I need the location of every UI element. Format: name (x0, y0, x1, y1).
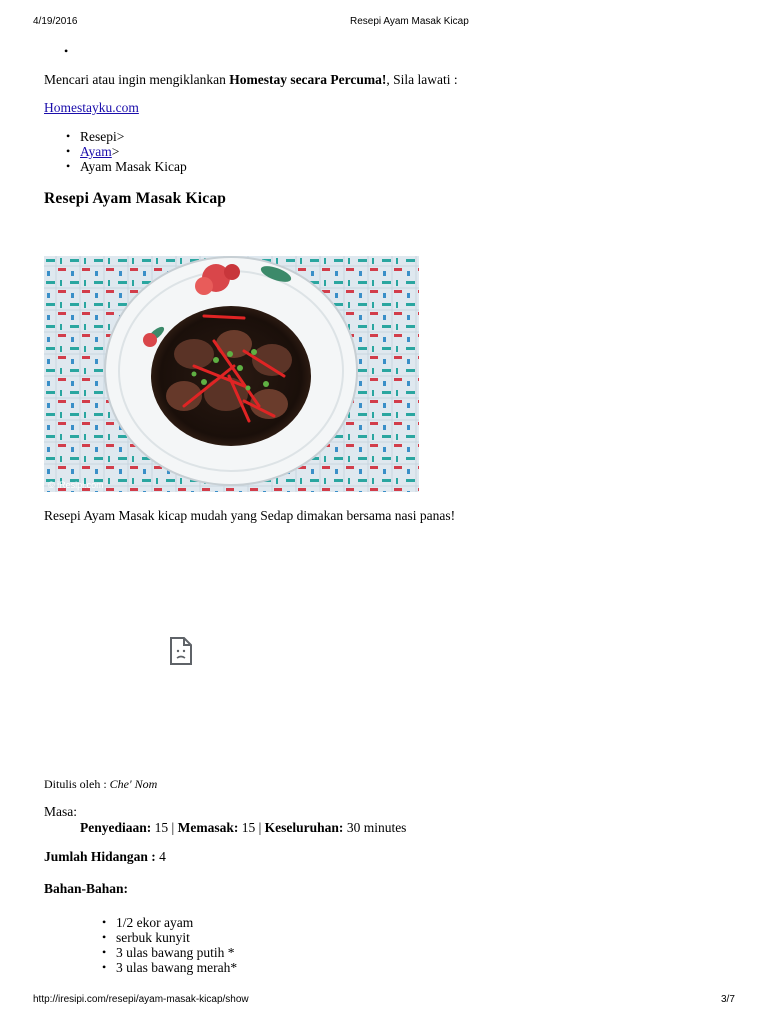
author-line (44, 777, 157, 792)
prep-label: Penyediaan: (80, 820, 152, 835)
author-label: Ditulis oleh : (44, 777, 110, 791)
ingredients-list (116, 915, 237, 975)
servings-value: 4 (155, 849, 166, 864)
print-url: http://iresipi.com/resepi/ayam-masak-kicap/show (33, 994, 249, 1005)
cook-label: Memasak: (177, 820, 239, 835)
photo-watermark: © iResipi.com (48, 480, 104, 490)
recipe-description: Resepi Ayam Masak kicap mudah yang Sedap dimakan bersama nasi panas! (44, 508, 456, 523)
print-title: Resepi Ayam Masak Kicap (350, 16, 469, 27)
ingredients-heading: Bahan-Bahan: (44, 881, 129, 896)
empty-bullet: • (64, 44, 69, 58)
homestay-link[interactable]: Homestayku.com (44, 100, 139, 115)
broken-image-icon (168, 636, 194, 671)
breadcrumb-item-current (80, 159, 187, 174)
ingredient-item: • 3 ulas bawang merah* (116, 960, 237, 975)
promo-prefix: Mencari atau ingin mengiklankan (44, 72, 230, 87)
breadcrumb-link-ayam[interactable]: Ayam (80, 144, 112, 159)
servings-label: Jumlah Hidangan : (44, 849, 156, 864)
print-date: 4/19/2016 (33, 16, 78, 27)
total-label: Keseluruhan: (264, 820, 344, 835)
author-name: Che' Nom (109, 777, 158, 791)
recipe-photo (44, 256, 419, 492)
breadcrumb-label-resepi: Resepi> (80, 129, 125, 144)
breadcrumb-sep: > (111, 144, 120, 159)
print-page-number: 3/7 (721, 994, 735, 1005)
breadcrumb (80, 129, 187, 174)
masa-label: Masa: (44, 804, 77, 819)
breadcrumb-item-resepi (80, 129, 187, 144)
promo-suffix: , Sila lawati : (386, 72, 458, 87)
ingredient-item: • 3 ulas bawang putih * (116, 945, 237, 960)
breadcrumb-item-ayam (80, 144, 187, 159)
time-info (80, 820, 406, 836)
servings (44, 849, 166, 865)
breadcrumb-label-current: Ayam Masak Kicap (80, 159, 187, 174)
ingredient-item: • 1/2 ekor ayam (116, 915, 237, 930)
cook-value: 15 | (238, 820, 265, 835)
promo-bold: Homestay secara Percuma! (229, 72, 387, 87)
promo-text (44, 72, 458, 88)
total-value: 30 minutes (343, 820, 407, 835)
prep-value: 15 | (151, 820, 178, 835)
page-title: Resepi Ayam Masak Kicap (44, 190, 227, 207)
ingredient-item: • serbuk kunyit (116, 930, 237, 945)
